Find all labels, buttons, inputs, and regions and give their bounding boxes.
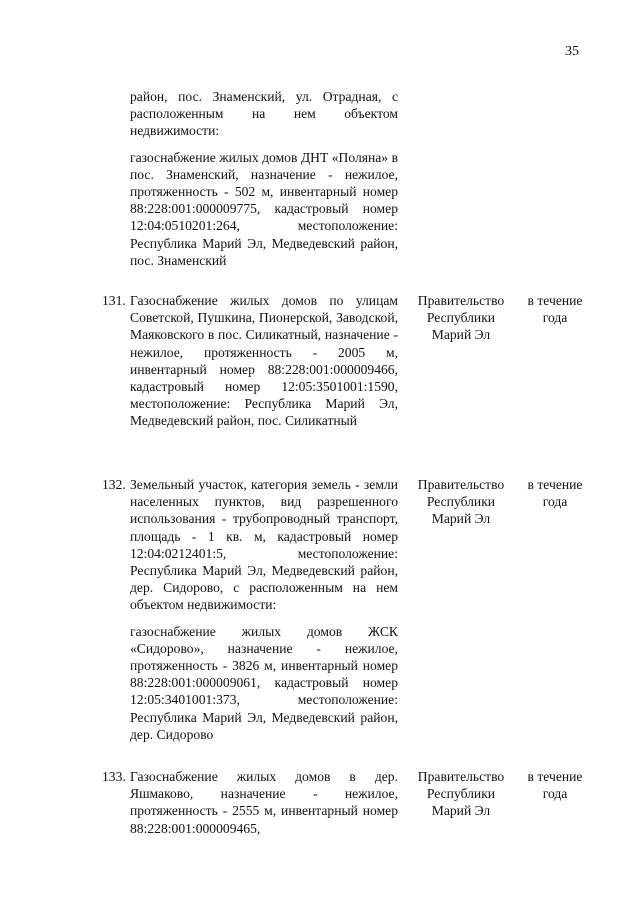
description-paragraph: Земельный участок, категория земель - земли населенных пунктов, вид разрешенного использования - трубопроводный транспорт, площадь - 1 кв. м, кадастровый номер 12:04:0212401:5, местоположение: Республика Марий Эл, Медведевский район, дер. Сидорово, с расположенным на нем объектом недвижимости:	[130, 477, 398, 613]
description-cell	[130, 292, 398, 430]
term-cell: в течение года	[527, 477, 583, 510]
row-number: 132.	[102, 477, 126, 492]
description-paragraph: газоснабжение жилых домов ДНТ «Поляна» в пос. Знаменский, назначение - нежилое, протяженность - 502 м, инвентарный номер 88:228:001:000009775, кадастровый номер 12:04:0510201:264, местоположение: Республика Марий Эл, Медведевский район, пос. Знаменский	[130, 149, 398, 268]
description-paragraph: газоснабжение жилых домов ЖСК «Сидорово», назначение - нежилое, протяженность - 3826 м, инвентарный номер 88:228:001:000009061, кадастровый номер 12:05:3401001:373, местоположение: Республика Марий Эл, Медведевский район, дер. Сидорово	[130, 623, 398, 742]
row-number: 131.	[102, 293, 126, 308]
row-number: 133.	[102, 769, 126, 784]
term-cell: в течение года	[527, 769, 583, 802]
description-cell	[130, 476, 398, 743]
description-cell	[130, 768, 398, 837]
term-cell: в течение года	[527, 293, 583, 326]
executor-cell: Правительство Республики Марий Эл	[417, 293, 505, 343]
description-paragraph: Газоснабжение жилых домов в дер. Яшмаково, назначение - нежилое, протяженность - 2555 м, инвентарный номер 88:228:001:000009465,	[130, 769, 398, 836]
description-cell	[130, 88, 398, 269]
executor-cell: Правительство Республики Марий Эл	[417, 769, 505, 819]
page-number: 35	[565, 44, 579, 59]
description-paragraph: район, пос. Знаменский, ул. Отрадная, с расположенным на нем объектом недвижимости:	[130, 89, 398, 139]
executor-cell: Правительство Республики Марий Эл	[417, 477, 505, 527]
description-paragraph: Газоснабжение жилых домов по улицам Советской, Пушкина, Пионерской, Заводской, Маяковского в пос. Силикатный, назначение - нежилое, протяженность - 2005 м, инвентарный номер 88:228:001:000009466, кадастровый номер 12:05:3501001:1590, местоположение: Республика Марий Эл, Медведевский район, пос. Силикатный	[130, 293, 398, 429]
